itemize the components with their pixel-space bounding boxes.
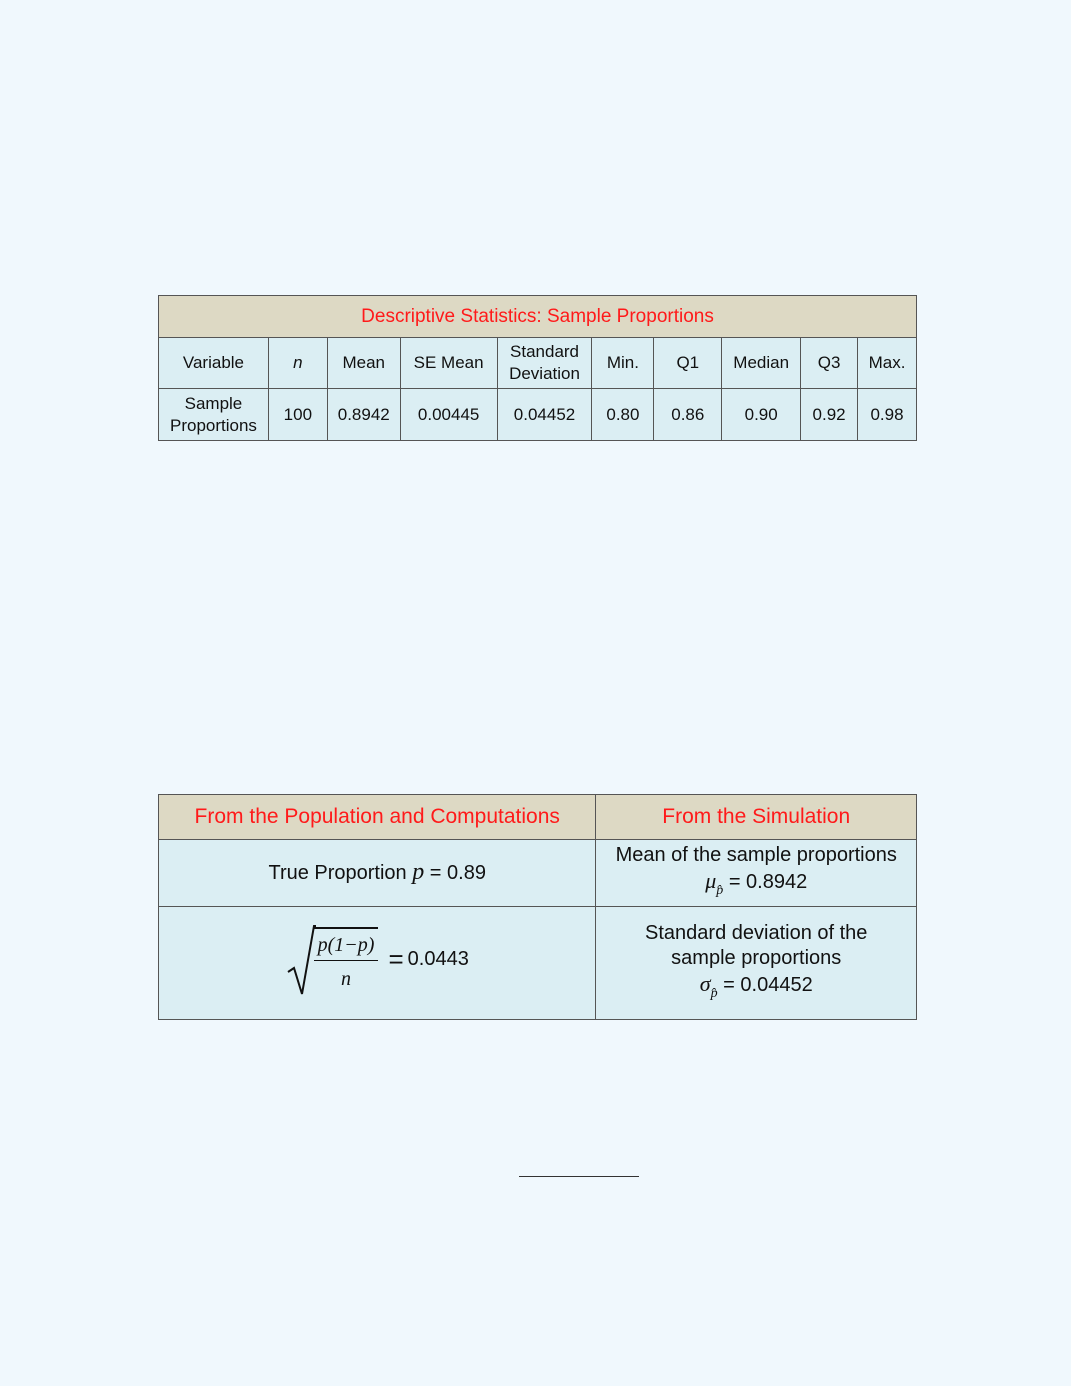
cell-std-dev: 0.04452 — [497, 389, 592, 441]
cell-se-mean: 0.00445 — [400, 389, 497, 441]
true-proportion-label: True Proportion — [268, 862, 407, 884]
sd-symbol: σ — [699, 970, 711, 996]
header-median: Median — [722, 338, 801, 389]
variable-line1: Sample — [184, 393, 243, 413]
sample-sd-label-line1: Standard deviation of the — [645, 921, 868, 944]
right-header: From the Simulation — [596, 795, 917, 840]
sample-sd-cell — [596, 907, 917, 1020]
standard-error-formula — [286, 924, 469, 996]
cell-variable — [159, 389, 269, 441]
sample-mean-cell — [596, 840, 917, 907]
cell-max: 0.98 — [858, 389, 917, 441]
header-std-line1: Standard — [510, 342, 580, 361]
sample-sd-label-line2: sample proportions — [671, 946, 842, 969]
cell-min: 0.80 — [592, 389, 654, 441]
header-se-mean: SE Mean — [400, 338, 497, 389]
header-n: n — [268, 338, 327, 389]
cell-median: 0.90 — [722, 389, 801, 441]
formula-value: 0.0443 — [407, 948, 469, 970]
descriptive-statistics-table — [158, 295, 917, 441]
formula-cell — [159, 907, 596, 1020]
stats-table-title: Descriptive Statistics: Sample Proportions — [159, 296, 917, 338]
header-q3: Q3 — [801, 338, 858, 389]
variable-line2: Proportions — [169, 415, 257, 435]
equals-sign: = — [388, 944, 404, 974]
formula-numerator: p(1−p) — [314, 933, 379, 961]
sd-subscript: p̂ — [710, 985, 718, 1001]
footer-divider — [519, 1176, 639, 1177]
mean-symbol: μ — [705, 868, 717, 893]
mean-subscript: p̂ — [716, 883, 724, 898]
header-std-line2: Deviation — [509, 364, 580, 383]
sample-mean-label: Mean of the sample proportions — [615, 844, 897, 866]
true-proportion-symbol: p — [412, 859, 425, 885]
cell-q3: 0.92 — [801, 389, 858, 441]
header-variable: Variable — [159, 338, 269, 389]
formula-denominator: n — [341, 968, 352, 990]
population-vs-simulation-table — [158, 794, 917, 1020]
sample-mean-value: = 0.8942 — [723, 871, 808, 893]
square-root-icon — [286, 924, 316, 996]
cell-mean: 0.8942 — [327, 389, 400, 441]
header-mean: Mean — [327, 338, 400, 389]
formula-fraction — [314, 927, 379, 992]
header-max: Max. — [858, 338, 917, 389]
header-standard-deviation — [497, 338, 592, 389]
header-min: Min. — [592, 338, 654, 389]
true-proportion-cell — [159, 840, 596, 907]
header-q1: Q1 — [654, 338, 722, 389]
true-proportion-value: = 0.89 — [424, 862, 486, 884]
cell-q1: 0.86 — [654, 389, 722, 441]
left-header: From the Population and Computations — [159, 795, 596, 840]
sample-sd-value: = 0.04452 — [717, 973, 813, 996]
cell-n: 100 — [268, 389, 327, 441]
